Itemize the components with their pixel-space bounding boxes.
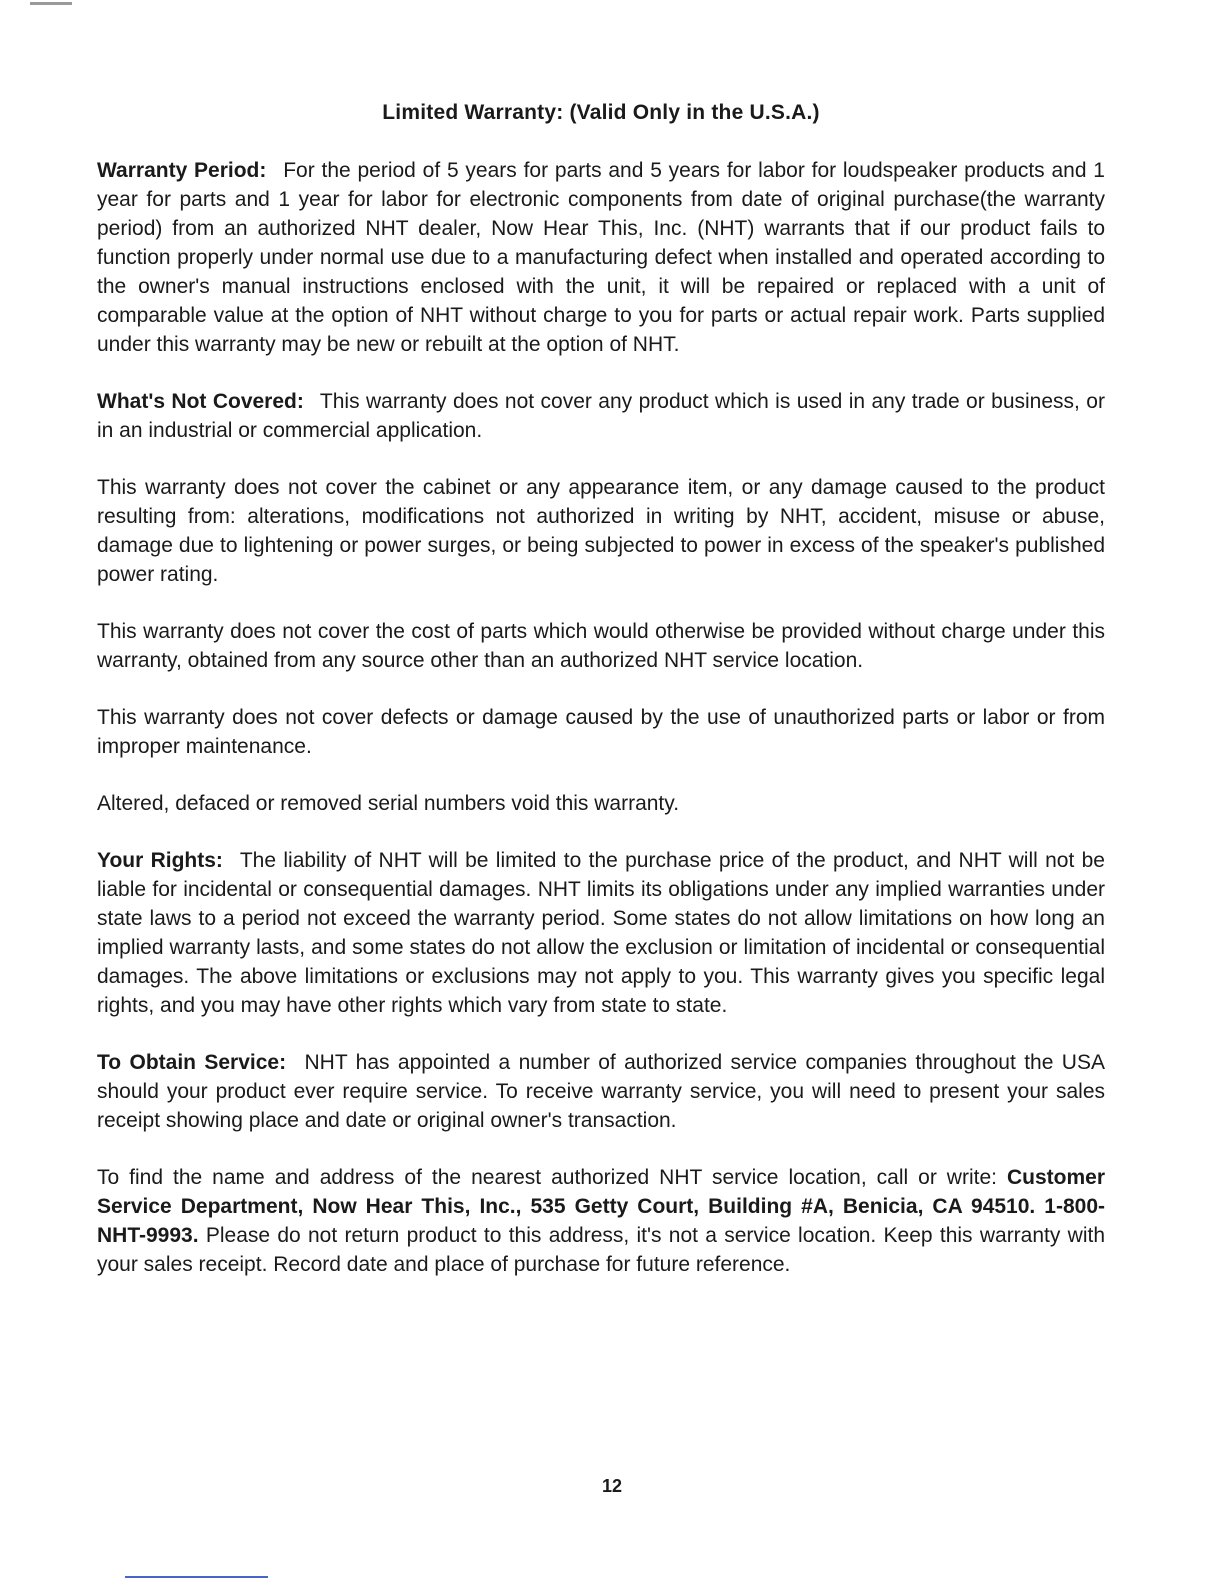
your-rights-text: The liability of NHT will be limited to the purchase price of the product, and NHT will not be liable for incidental or consequential damages. NHT limits its obligations under any implied warranties under state laws to a period not exceed the warranty period. Some states do not allow limitations on how long an implied warranty lasts, and some states do not allow the exclusion or limitation of incidental or consequential damages. The above limitations or exclusions may not apply to you. This warranty gives you specific legal rights, and you may have other rights which vary from state to state. — [97, 849, 1105, 1017]
scan-mark-top — [30, 2, 72, 5]
find-service-intro: To find the name and address of the nearest authorized NHT service location, call or write: — [97, 1166, 997, 1189]
find-service-section — [97, 1163, 1105, 1279]
your-rights-label: Your Rights: — [97, 849, 223, 872]
not-covered-text: This warranty does not cover any product which is used in any trade or business, or in an industrial or commercial application. — [97, 390, 1105, 442]
serial-number-paragraph: Altered, defaced or removed serial numbers void this warranty. — [97, 792, 680, 815]
defects-exclusion-paragraph: This warranty does not cover defects or damage caused by the use of unauthorized parts or labor or from improper maintenance. — [97, 706, 1105, 758]
obtain-service-section — [97, 1048, 1105, 1135]
warranty-period-text: For the period of 5 years for parts and 5 years for labor for loudspeaker products and 1 year for parts and 1 year for labor for electronic components from date of original purchase(the warranty period) from an authorized NHT dealer, Now Hear This, Inc. (NHT) warrants that if our product fails to function properly under normal use due to a manufacturing defect when installed and operated according to the owner's manual instructions enclosed with the unit, it will be repaired or replaced with a unit of comparable value at the option of NHT without charge to you for parts or actual repair work. Parts supplied under this warranty may be new or rebuilt at the option of NHT. — [97, 159, 1105, 356]
find-service-closing: Please do not return product to this address, it's not a service location. Keep this warranty with your sales receipt. Record date and place of purchase for future reference. — [97, 1224, 1105, 1276]
page-number: 12 — [601, 1476, 623, 1496]
service-address: Customer Service Department, Now Hear This, Inc., 535 Getty Court, Building #A, Benicia, CA 94510. 1-800-NHT-9993. — [97, 1166, 1106, 1247]
warranty-period-section — [97, 156, 1105, 359]
cabinet-exclusion-paragraph: This warranty does not cover the cabinet or any appearance item, or any damage caused to the product resulting from: alterations, modifications not authorized in writing by NHT, accident, misuse or abuse, damage due to lightening or power surges, or being subjected to power in excess of the speaker's published power rating. — [97, 476, 1105, 586]
title-main: Limited Warranty: — [382, 101, 564, 124]
page-title — [97, 98, 1105, 128]
parts-cost-exclusion-paragraph: This warranty does not cover the cost of parts which would otherwise be provided without charge under this warranty, obtained from any source other than an authorized NHT service location. — [97, 620, 1105, 672]
not-covered-section — [97, 387, 1105, 445]
title-sub: (Valid Only in the U.S.A.) — [569, 101, 820, 124]
warranty-period-label: Warranty Period: — [97, 159, 267, 182]
obtain-service-label: To Obtain Service: — [97, 1051, 287, 1074]
not-covered-label: What's Not Covered: — [97, 390, 304, 413]
scan-mark-bottom — [125, 1576, 268, 1578]
obtain-service-text: NHT has appointed a number of authorized service companies throughout the USA should your product ever require service. To receive warranty service, you will need to present your sales receipt showing place and date or original owner's transaction. — [97, 1051, 1105, 1132]
your-rights-section — [97, 846, 1105, 1020]
warranty-page — [97, 98, 1105, 1307]
